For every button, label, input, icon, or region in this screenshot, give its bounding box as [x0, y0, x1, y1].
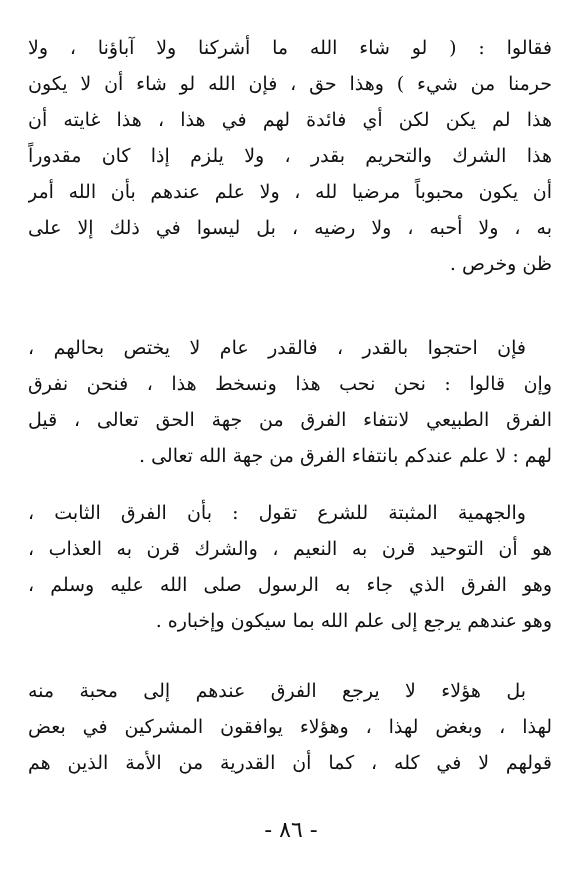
text-line: لهم : لا علم عندكم بانتفاء الفرق من جهة الله تعالى . — [139, 445, 552, 467]
text-line: بل هؤلاء لا يرجع الفرق عندهم إلى محبة منه — [28, 680, 526, 702]
text-line: فإن احتجوا بالقدر ، فالقدر عام لا يختص بحالهم ، — [28, 337, 526, 359]
text-line: وهو الفرق الذي جاء به الرسول صلى الله عليه وسلم ، — [28, 574, 552, 596]
text-line: به ، ولا أحبه ، ولا رضيه ، بل ليسوا في ذلك إلا على — [28, 217, 552, 239]
text-line: أن يكون محبوباً مرضيا لله ، ولا علم عندهم بأن الله أمر — [28, 181, 552, 203]
paragraph-2 — [28, 330, 552, 474]
text-line: قولهم لا في كله ، كما أن القدرية من الأمة الذين هم — [28, 752, 552, 774]
text-line: وإن قالوا : نحن نحب هذا ونسخط هذا ، فنحن نفرق — [28, 373, 552, 395]
paragraph-1 — [28, 30, 552, 282]
page-number: - ٨٦ - — [264, 818, 318, 843]
paragraph-3 — [28, 495, 552, 639]
text-line: الفرق الطبيعي لانتفاء الفرق من جهة الحق تعالى ، قيل — [28, 409, 552, 431]
text-line: فقالوا : ( لو شاء الله ما أشركنا ولا آباؤنا ، ولا — [28, 37, 552, 59]
paragraph-4 — [28, 673, 552, 781]
text-line: هذا الشرك والتحريم بقدر ، ولا يلزم إذا كان مقدوراً — [28, 145, 552, 167]
text-line: وهو عندهم يرجع إلى علم الله بما سيكون وإخباره . — [155, 610, 552, 632]
text-line: هو أن التوحيد قرن به النعيم ، والشرك قرن به العذاب ، — [28, 538, 552, 560]
text-line: حرمنا من شيء ) وهذا حق ، فإن الله لو شاء أن لا يكون — [28, 73, 552, 95]
text-line: هذا لم يكن لكن أي فائدة لهم في هذا ، هذا غايته أن — [28, 109, 552, 131]
text-line: ظن وخرص . — [449, 253, 552, 275]
text-line: والجهمية المثبتة للشرع تقول : بأن الفرق الثابت ، — [28, 502, 526, 524]
text-line: لهذا ، وبغض لهذا ، وهؤلاء يوافقون المشركين في بعض — [28, 716, 552, 738]
